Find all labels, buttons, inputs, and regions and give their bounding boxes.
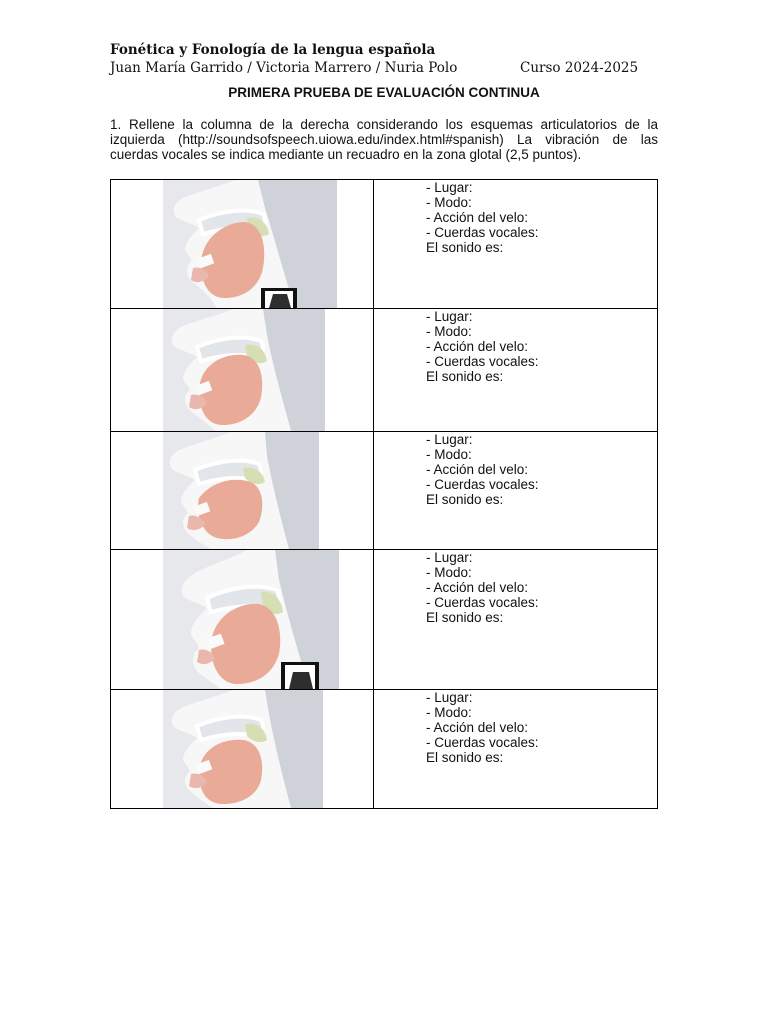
exam-title: PRIMERA PRUEBA DE EVALUACIÓN CONTINUA [228,85,540,100]
lugar-label: - Lugar: [426,690,473,705]
sagittal-section-diagram [163,180,337,308]
velo-label: - Acción del velo: [426,462,529,477]
instructions: 1. Rellene la columna de la derecha considerando los esquemas articulatorios de la izquierda (http://soundsofspeech.uiowa.edu/index.html#spanish) La vibración de las cuerdas vocales se indica mediante un recuadro en la zona glotal (2,5 puntos). [110,117,658,162]
answer-cell[interactable] [374,309,658,432]
sagittal-section-diagram [163,550,339,689]
diagram-cell [111,309,374,432]
lugar-label: - Lugar: [426,432,473,447]
exercise-row [111,432,658,550]
sonido-label: El sonido es: [426,492,504,507]
diagram-cell [111,432,374,550]
cuerdas-label: - Cuerdas vocales: [426,225,539,240]
velo-label: - Acción del velo: [426,580,529,595]
lugar-label: - Lugar: [426,550,473,565]
velo-label: - Acción del velo: [426,339,529,354]
modo-label: - Modo: [426,195,472,210]
sonido-label: El sonido es: [426,750,504,765]
modo-label: - Modo: [426,705,472,720]
cuerdas-label: - Cuerdas vocales: [426,595,539,610]
diagram-cell [111,180,374,309]
lugar-label: - Lugar: [426,180,473,195]
answer-cell[interactable] [374,180,658,309]
modo-label: - Modo: [426,324,472,339]
sonido-label: El sonido es: [426,240,504,255]
modo-label: - Modo: [426,447,472,462]
modo-label: - Modo: [426,565,472,580]
exercise-row [111,550,658,690]
sagittal-section-diagram [163,309,325,431]
velo-label: - Acción del velo: [426,720,529,735]
sonido-label: El sonido es: [426,369,504,384]
academic-year: Curso 2024-2025 [520,60,639,76]
cuerdas-label: - Cuerdas vocales: [426,477,539,492]
sagittal-section-diagram [163,432,319,549]
diagram-cell [111,690,374,809]
sonido-label: El sonido es: [426,610,504,625]
lugar-label: - Lugar: [426,309,473,324]
velo-label: - Acción del velo: [426,210,529,225]
diagram-cell [111,550,374,690]
sagittal-section-diagram [163,690,323,808]
answer-cell[interactable] [374,550,658,690]
authors: Juan María Garrido / Victoria Marrero / Nuria Polo [110,60,458,76]
exercise-row [111,309,658,432]
cuerdas-label: - Cuerdas vocales: [426,735,539,750]
answer-cell[interactable] [374,432,658,550]
exercise-row [111,180,658,309]
exercise-table [110,179,658,809]
answer-cell[interactable] [374,690,658,809]
course-title: Fonética y Fonología de la lengua española [110,42,436,58]
exercise-row [111,690,658,809]
cuerdas-label: - Cuerdas vocales: [426,354,539,369]
